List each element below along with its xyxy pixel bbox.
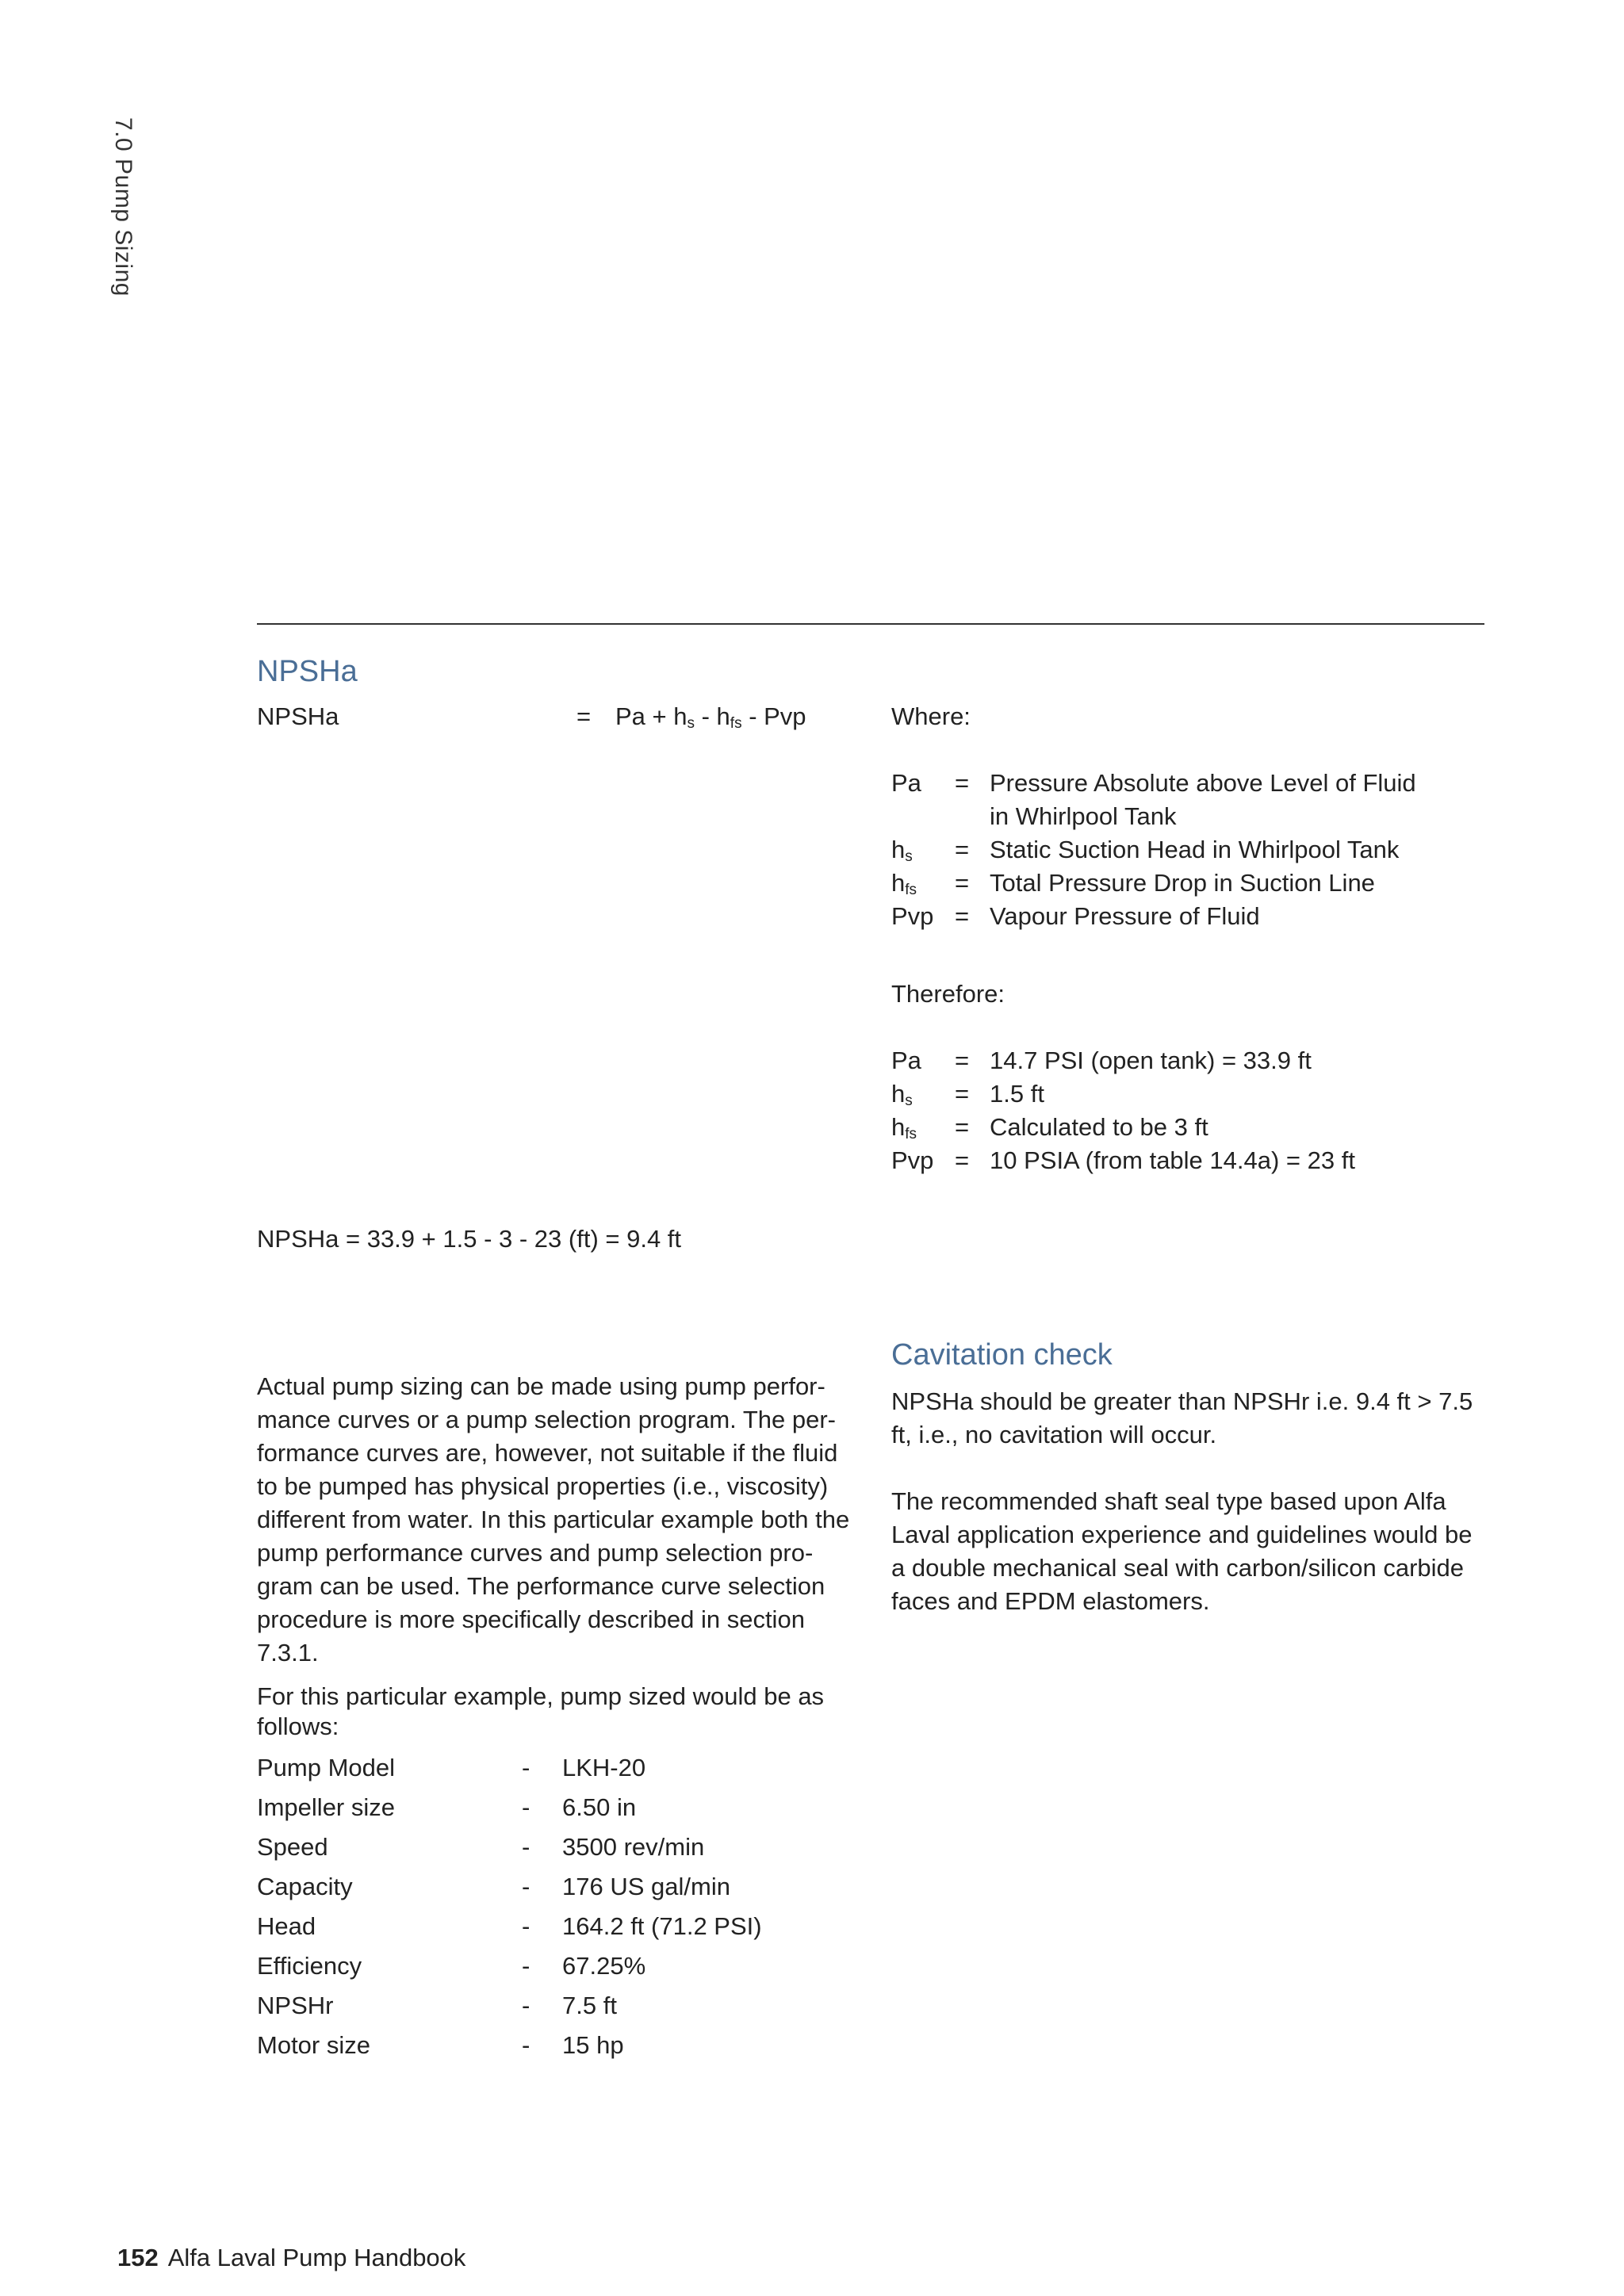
definition-equals: = <box>955 902 970 930</box>
definition-symbol: $h_{fs}$ <box>891 869 917 898</box>
section-label: 7.0 Pump Sizing <box>110 117 136 297</box>
therefore-label: Therefore: <box>891 980 1005 1008</box>
section-divider <box>257 623 1484 625</box>
sizing-paragraph: Actual pump sizing can be made using pump perfor- mance curves or a pump selection program. The per- formance curves are, however, not suitable if the fluid to be pumped has physical properties (i.e., viscosity) different from water. In this particular example both the pump performance curves and pump selection pro- gram can be used. The performance curve selection procedure is more specifically described in section 7.3.1. <box>257 1372 850 1667</box>
page-number: 152 <box>117 2244 159 2271</box>
definition-text: Total Pressure Drop in Suction Line <box>990 869 1375 897</box>
spec-dash: - <box>522 1912 530 1940</box>
where-label: Where: <box>891 702 971 730</box>
spec-dash: - <box>522 1952 530 1980</box>
spec-label: NPSHr <box>257 1992 334 2019</box>
definition-text: in Whirlpool Tank <box>990 802 1177 830</box>
eq-sub-s: s <box>687 715 695 732</box>
definition-equals: = <box>955 769 970 797</box>
spec-dash: - <box>522 1754 530 1781</box>
value-symbol: Pa <box>891 1047 921 1074</box>
equation-lhs: NPSHa <box>257 702 339 730</box>
definition-text: Pressure Absolute above Level of Fluid <box>990 769 1416 797</box>
definitions-list <box>891 767 1494 941</box>
value-symbol: Pvp <box>891 1146 934 1174</box>
value-text: Calculated to be 3 ft <box>990 1113 1208 1141</box>
pump-spec-list <box>257 1752 860 2069</box>
spec-dash: - <box>522 1992 530 2019</box>
definition-symbol: $h_s$ <box>891 836 913 865</box>
value-text: 14.7 PSI (open tank) = 33.9 ft <box>990 1047 1312 1074</box>
value-text: 10 PSIA (from table 14.4a) = 23 ft <box>990 1146 1355 1174</box>
spec-dash: - <box>522 1873 530 1900</box>
spec-label: Motor size <box>257 2031 370 2059</box>
book-title: Alfa Laval Pump Handbook <box>167 2244 466 2271</box>
spec-value: 176 US gal/min <box>562 1873 730 1900</box>
spec-label: Efficiency <box>257 1952 362 1980</box>
spec-label: Impeller size <box>257 1793 395 1821</box>
spec-dash: - <box>522 2031 530 2059</box>
values-list <box>891 1044 1494 1179</box>
cavitation-heading: Cavitation check <box>891 1338 1113 1372</box>
definition-text: Static Suction Head in Whirlpool Tank <box>990 836 1400 863</box>
eq-sub-fs: fs <box>730 715 742 732</box>
spec-value: 67.25% <box>562 1952 646 1980</box>
cavitation-paragraph-1: NPSHa should be greater than NPSHr i.e. 9.4 ft > 7.5 ft, i.e., no cavitation will occur. <box>891 1387 1473 1448</box>
value-equals: = <box>955 1080 970 1108</box>
value-symbol: $h_s$ <box>891 1080 913 1109</box>
equation-rhs <box>615 700 806 733</box>
cavitation-paragraph-2: The recommended shaft seal type based upon Alfa Laval application experience and guidelines would be a double mechanical seal with carbon/silicon carbide faces and EPDM elastomers. <box>891 1487 1473 1615</box>
eq-part-pa: Pa + h <box>615 702 688 730</box>
spec-value: 7.5 ft <box>562 1992 617 2019</box>
spec-dash: - <box>522 1833 530 1861</box>
definition-equals: = <box>955 836 970 863</box>
spec-label: Speed <box>257 1833 328 1861</box>
value-equals: = <box>955 1047 970 1074</box>
spec-value: 3500 rev/min <box>562 1833 705 1861</box>
value-equals: = <box>955 1146 970 1174</box>
eq-part-rest: - Pvp <box>741 702 806 730</box>
spec-value: 6.50 in <box>562 1793 637 1821</box>
definition-symbol: Pa <box>891 769 921 797</box>
spec-value: 164.2 ft (71.2 PSI) <box>562 1912 762 1940</box>
sizing-intro: For this particular example, pump sized would be as follows: <box>257 1682 825 1740</box>
npsha-heading: NPSHa <box>257 655 358 688</box>
eq-part-minus: - h <box>695 702 730 730</box>
spec-value: 15 hp <box>562 2031 624 2059</box>
definition-symbol: Pvp <box>891 902 934 930</box>
spec-value: LKH-20 <box>562 1754 646 1781</box>
value-equals: = <box>955 1113 970 1141</box>
value-text: 1.5 ft <box>990 1080 1044 1108</box>
value-symbol: $h_{fs}$ <box>891 1113 917 1142</box>
definition-equals: = <box>955 869 970 897</box>
page-footer <box>117 2244 465 2272</box>
definition-text: Vapour Pressure of Fluid <box>990 902 1260 930</box>
equation-equals: = <box>576 702 592 730</box>
spec-label: Head <box>257 1912 316 1940</box>
npsha-result: NPSHa = 33.9 + 1.5 - 3 - 23 (ft) = 9.4 ft <box>257 1225 682 1253</box>
spec-label: Pump Model <box>257 1754 396 1781</box>
spec-dash: - <box>522 1793 530 1821</box>
spec-label: Capacity <box>257 1873 353 1900</box>
